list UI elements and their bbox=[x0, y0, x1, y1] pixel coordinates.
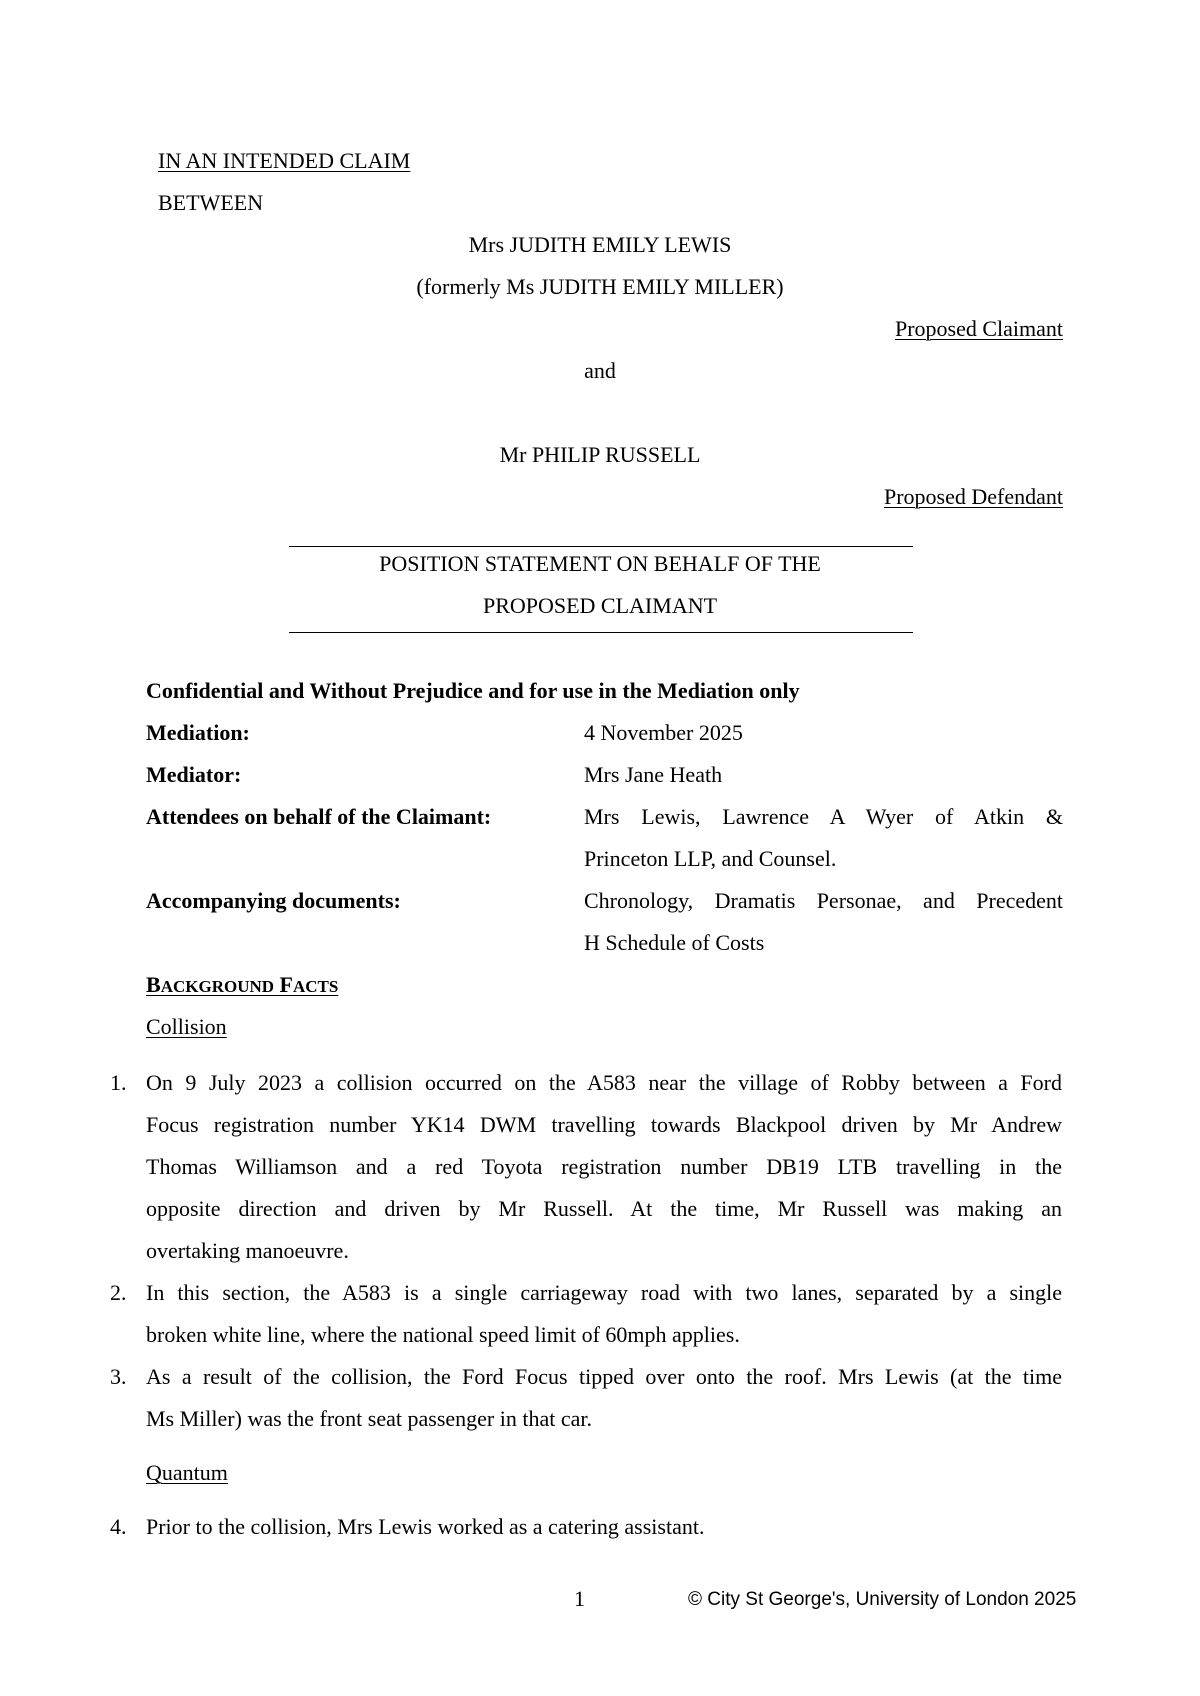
paragraph-line: Focus registration number YK14 DWM travelling towards Blackpool driven by Mr Andrew bbox=[146, 1112, 1062, 1137]
copyright-notice: © City St George's, University of London 2025 bbox=[688, 1589, 1077, 1610]
detail-label-mediation: Mediation: bbox=[146, 720, 250, 745]
defendant-name: Mr PHILIP RUSSELL bbox=[499, 442, 701, 467]
confidential-notice: Confidential and Without Prejudice and for use in the Mediation only bbox=[146, 678, 800, 703]
paragraph-line: broken white line, where the national speed limit of 60mph applies. bbox=[146, 1322, 740, 1347]
detail-value-mediation: 4 November 2025 bbox=[584, 720, 743, 745]
intended-claim-heading: IN AN INTENDED CLAIM bbox=[158, 148, 411, 173]
paragraph-number: 1. bbox=[110, 1070, 127, 1095]
section-heading-cap: F bbox=[279, 972, 293, 997]
subheading-quantum: Quantum bbox=[146, 1460, 228, 1485]
detail-label-mediator: Mediator: bbox=[146, 762, 242, 787]
and-label: and bbox=[584, 358, 616, 383]
paragraph-line: As a result of the collision, the Ford Focus tipped over onto the roof. Mrs Lewis (at the time bbox=[146, 1364, 1062, 1389]
claimant-former-name: (formerly Ms JUDITH EMILY MILLER) bbox=[416, 274, 784, 299]
paragraph-number: 3. bbox=[110, 1364, 127, 1389]
section-heading-background-facts bbox=[146, 974, 338, 996]
paragraph-line: overtaking manoeuvre. bbox=[146, 1238, 349, 1263]
paragraph-number: 4. bbox=[110, 1514, 127, 1539]
page-number: 1 bbox=[574, 1586, 585, 1611]
paragraph-line: Ms Miller) was the front seat passenger in that car. bbox=[146, 1406, 592, 1431]
title-rule-top bbox=[289, 546, 913, 547]
document-title-line2: PROPOSED CLAIMANT bbox=[482, 593, 718, 618]
paragraph-line: opposite direction and driven by Mr Russell. At the time, Mr Russell was making an bbox=[146, 1196, 1062, 1221]
detail-value-attendees-line1: Mrs Lewis, Lawrence A Wyer of Atkin & bbox=[584, 804, 1063, 829]
detail-value-mediator: Mrs Jane Heath bbox=[584, 762, 723, 787]
section-heading-rest: ACTS bbox=[292, 977, 339, 996]
title-rule-bottom bbox=[289, 632, 913, 633]
defendant-role: Proposed Defendant bbox=[883, 484, 1063, 509]
paragraph-line: In this section, the A583 is a single carriageway road with two lanes, separated by a single bbox=[146, 1280, 1062, 1305]
detail-value-documents-line2: H Schedule of Costs bbox=[584, 930, 765, 955]
section-heading-cap: B bbox=[146, 972, 161, 997]
paragraph-line: On 9 July 2023 a collision occurred on the A583 near the village of Robby between a Ford bbox=[146, 1070, 1062, 1095]
paragraph-line: Thomas Williamson and a red Toyota registration number DB19 LTB travelling in the bbox=[146, 1154, 1062, 1179]
paragraph-line: Prior to the collision, Mrs Lewis worked as a catering assistant. bbox=[146, 1514, 705, 1539]
between-label: BETWEEN bbox=[158, 190, 264, 215]
detail-label-documents: Accompanying documents: bbox=[146, 888, 401, 913]
document-title-line1: POSITION STATEMENT ON BEHALF OF THE bbox=[379, 551, 821, 576]
claimant-name: Mrs JUDITH EMILY LEWIS bbox=[468, 232, 732, 257]
detail-value-attendees-line2: Princeton LLP, and Counsel. bbox=[584, 846, 837, 871]
subheading-collision: Collision bbox=[146, 1014, 227, 1039]
detail-value-documents-line1: Chronology, Dramatis Personae, and Precedent bbox=[584, 888, 1063, 913]
claimant-role: Proposed Claimant bbox=[894, 316, 1063, 341]
section-heading-rest: ACKGROUND bbox=[160, 977, 275, 996]
paragraph-number: 2. bbox=[110, 1280, 127, 1305]
detail-label-attendees: Attendees on behalf of the Claimant: bbox=[146, 804, 492, 829]
